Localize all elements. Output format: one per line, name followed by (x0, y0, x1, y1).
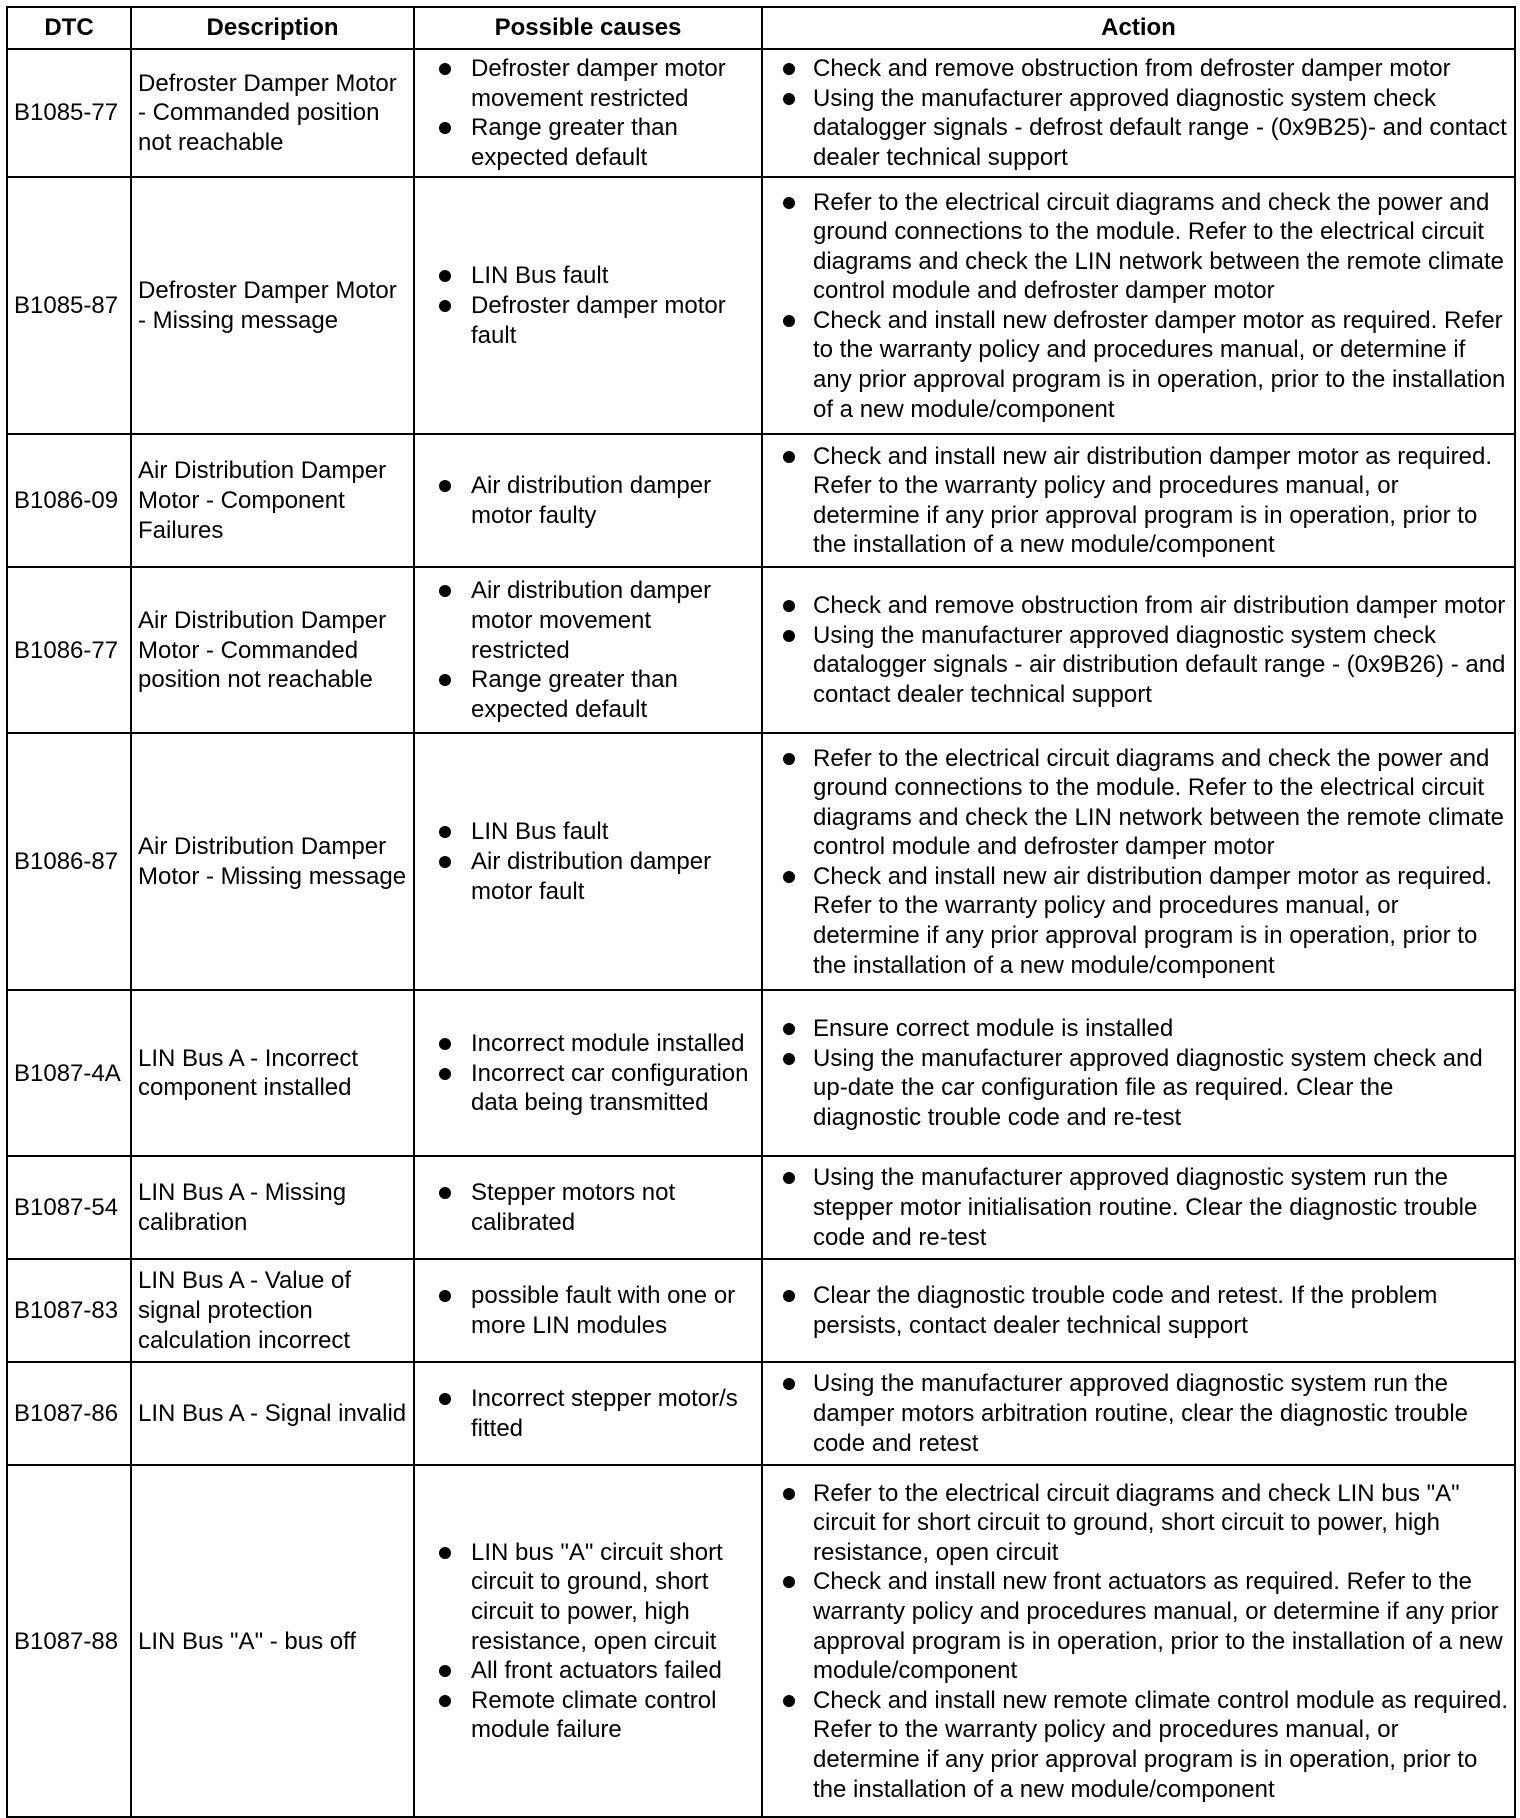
cause-item: Defroster damper motor fault (421, 291, 755, 350)
dtc-description: Defroster Damper Motor - Commanded position not reachable (131, 49, 414, 177)
table-row (7, 1259, 1515, 1362)
cause-item: Incorrect stepper motor/s fitted (421, 1384, 755, 1443)
cause-item: Air distribution damper motor faulty (421, 471, 755, 530)
actions-list (769, 54, 1508, 172)
cause-item: possible fault with one or more LIN modules (421, 1281, 755, 1340)
cause-item: Incorrect car configuration data being transmitted (421, 1059, 755, 1118)
dtc-description: Air Distribution Damper Motor - Component Failures (131, 434, 414, 567)
action-cell (762, 177, 1515, 434)
action-item: Clear the diagnostic trouble code and retest. If the problem persists, contact dealer technical support (769, 1281, 1508, 1340)
action-item: Check and remove obstruction from air distribution damper motor (769, 591, 1508, 621)
causes-list (421, 1281, 755, 1340)
causes-list (421, 576, 755, 724)
cause-item: Range greater than expected default (421, 665, 755, 724)
action-cell (762, 990, 1515, 1156)
table-row (7, 990, 1515, 1156)
action-cell (762, 434, 1515, 567)
cause-item: LIN Bus fault (421, 817, 755, 847)
action-cell (762, 567, 1515, 733)
dtc-code: B1086-77 (7, 567, 131, 733)
action-item: Using the manufacturer approved diagnostic system check and up-date the car configuration file as required. Clear the diagnostic trouble code and re-test (769, 1044, 1508, 1133)
causes-list (421, 54, 755, 172)
table-row (7, 434, 1515, 567)
action-item: Using the manufacturer approved diagnostic system check datalogger signals - air distribution default range - (0x9B26) - and contact dealer technical support (769, 621, 1508, 710)
actions-list (769, 442, 1508, 560)
causes-list (421, 1538, 755, 1745)
cause-item: Range greater than expected default (421, 113, 755, 172)
dtc-code: B1087-4A (7, 990, 131, 1156)
dtc-description: LIN Bus "A" - bus off (131, 1465, 414, 1817)
actions-list (769, 188, 1508, 425)
action-item: Check and install new front actuators as required. Refer to the warranty policy and procedures manual, or determine if any prior approval program is in operation, prior to the installation of a new module/component (769, 1567, 1508, 1685)
actions-list (769, 1163, 1508, 1252)
actions-list (769, 1479, 1508, 1805)
causes-list (421, 1029, 755, 1118)
dtc-code: B1086-87 (7, 733, 131, 990)
possible-causes-cell (414, 177, 762, 434)
dtc-description: LIN Bus A - Incorrect component installed (131, 990, 414, 1156)
action-item: Using the manufacturer approved diagnostic system run the stepper motor initialisation routine. Clear the diagnostic trouble code and re-test (769, 1163, 1508, 1252)
action-item: Refer to the electrical circuit diagrams and check the power and ground connections to the module. Refer to the electrical circuit diagrams and check the LIN network between the remote climate control module and defroster damper motor (769, 744, 1508, 862)
dtc-description: Air Distribution Damper Motor - Missing message (131, 733, 414, 990)
header-description: Description (131, 7, 414, 49)
table-row (7, 1156, 1515, 1259)
dtc-code: B1085-87 (7, 177, 131, 434)
header-dtc: DTC (7, 7, 131, 49)
dtc-description: LIN Bus A - Value of signal protection calculation incorrect (131, 1259, 414, 1362)
causes-list (421, 817, 755, 906)
action-item: Refer to the electrical circuit diagrams and check LIN bus "A" circuit for short circuit to ground, short circuit to power, high resistance, open circuit (769, 1479, 1508, 1568)
dtc-code: B1087-86 (7, 1362, 131, 1465)
dtc-code: B1087-83 (7, 1259, 131, 1362)
possible-causes-cell (414, 1465, 762, 1817)
actions-list (769, 744, 1508, 981)
cause-item: Defroster damper motor movement restricted (421, 54, 755, 113)
possible-causes-cell (414, 733, 762, 990)
dtc-code: B1086-09 (7, 434, 131, 567)
possible-causes-cell (414, 1156, 762, 1259)
dtc-description: Defroster Damper Motor - Missing message (131, 177, 414, 434)
table-row (7, 49, 1515, 177)
header-action: Action (762, 7, 1515, 49)
action-item: Check and install new air distribution damper motor as required. Refer to the warranty policy and procedures manual, or determine if any prior approval program is in operation, prior to the installation of a new module/component (769, 442, 1508, 560)
possible-causes-cell (414, 1259, 762, 1362)
causes-list (421, 471, 755, 530)
dtc-code: B1085-77 (7, 49, 131, 177)
table-row (7, 1465, 1515, 1817)
action-cell (762, 49, 1515, 177)
cause-item: Remote climate control module failure (421, 1686, 755, 1745)
table-row (7, 1362, 1515, 1465)
action-item: Using the manufacturer approved diagnostic system run the damper motors arbitration routine, clear the diagnostic trouble code and retest (769, 1369, 1508, 1458)
dtc-description: LIN Bus A - Missing calibration (131, 1156, 414, 1259)
possible-causes-cell (414, 434, 762, 567)
possible-causes-cell (414, 49, 762, 177)
actions-list (769, 1281, 1508, 1340)
cause-item: Incorrect module installed (421, 1029, 755, 1059)
possible-causes-cell (414, 1362, 762, 1465)
cause-item: Air distribution damper motor movement restricted (421, 576, 755, 665)
possible-causes-cell (414, 567, 762, 733)
cause-item: Air distribution damper motor fault (421, 847, 755, 906)
table-row (7, 733, 1515, 990)
action-item: Check and install new remote climate control module as required. Refer to the warranty policy and procedures manual, or determine if any prior approval program is in operation, prior to the installation of a new module/component (769, 1686, 1508, 1804)
action-cell (762, 1465, 1515, 1817)
action-cell (762, 733, 1515, 990)
causes-list (421, 1384, 755, 1443)
action-item: Refer to the electrical circuit diagrams and check the power and ground connections to the module. Refer to the electrical circuit diagrams and check the LIN network between the remote climate control module and defroster damper motor (769, 188, 1508, 306)
action-item: Using the manufacturer approved diagnostic system check datalogger signals - defrost default range - (0x9B25)- and contact dealer technical support (769, 84, 1508, 173)
cause-item: LIN Bus fault (421, 261, 755, 291)
actions-list (769, 1369, 1508, 1458)
header-possible-causes: Possible causes (414, 7, 762, 49)
table-header (7, 7, 1515, 49)
action-cell (762, 1156, 1515, 1259)
cause-item: All front actuators failed (421, 1656, 755, 1686)
dtc-description: Air Distribution Damper Motor - Commanded position not reachable (131, 567, 414, 733)
table-row (7, 567, 1515, 733)
action-item: Check and remove obstruction from defroster damper motor (769, 54, 1508, 84)
dtc-code: B1087-88 (7, 1465, 131, 1817)
causes-list (421, 1178, 755, 1237)
table-body (7, 49, 1515, 1817)
actions-list (769, 591, 1508, 709)
actions-list (769, 1014, 1508, 1132)
dtc-code: B1087-54 (7, 1156, 131, 1259)
action-item: Check and install new air distribution damper motor as required. Refer to the warranty policy and procedures manual, or determine if any prior approval program is in operation, prior to the installation of a new module/component (769, 862, 1508, 980)
cause-item: LIN bus "A" circuit short circuit to ground, short circuit to power, high resistance, open circuit (421, 1538, 755, 1656)
causes-list (421, 261, 755, 350)
possible-causes-cell (414, 990, 762, 1156)
action-cell (762, 1362, 1515, 1465)
dtc-table (6, 6, 1516, 1818)
table-row (7, 177, 1515, 434)
action-item: Ensure correct module is installed (769, 1014, 1508, 1044)
cause-item: Stepper motors not calibrated (421, 1178, 755, 1237)
action-cell (762, 1259, 1515, 1362)
dtc-description: LIN Bus A - Signal invalid (131, 1362, 414, 1465)
header-row (7, 7, 1515, 49)
action-item: Check and install new defroster damper motor as required. Refer to the warranty policy and procedures manual, or determine if any prior approval program is in operation, prior to the installation of a new module/component (769, 306, 1508, 424)
